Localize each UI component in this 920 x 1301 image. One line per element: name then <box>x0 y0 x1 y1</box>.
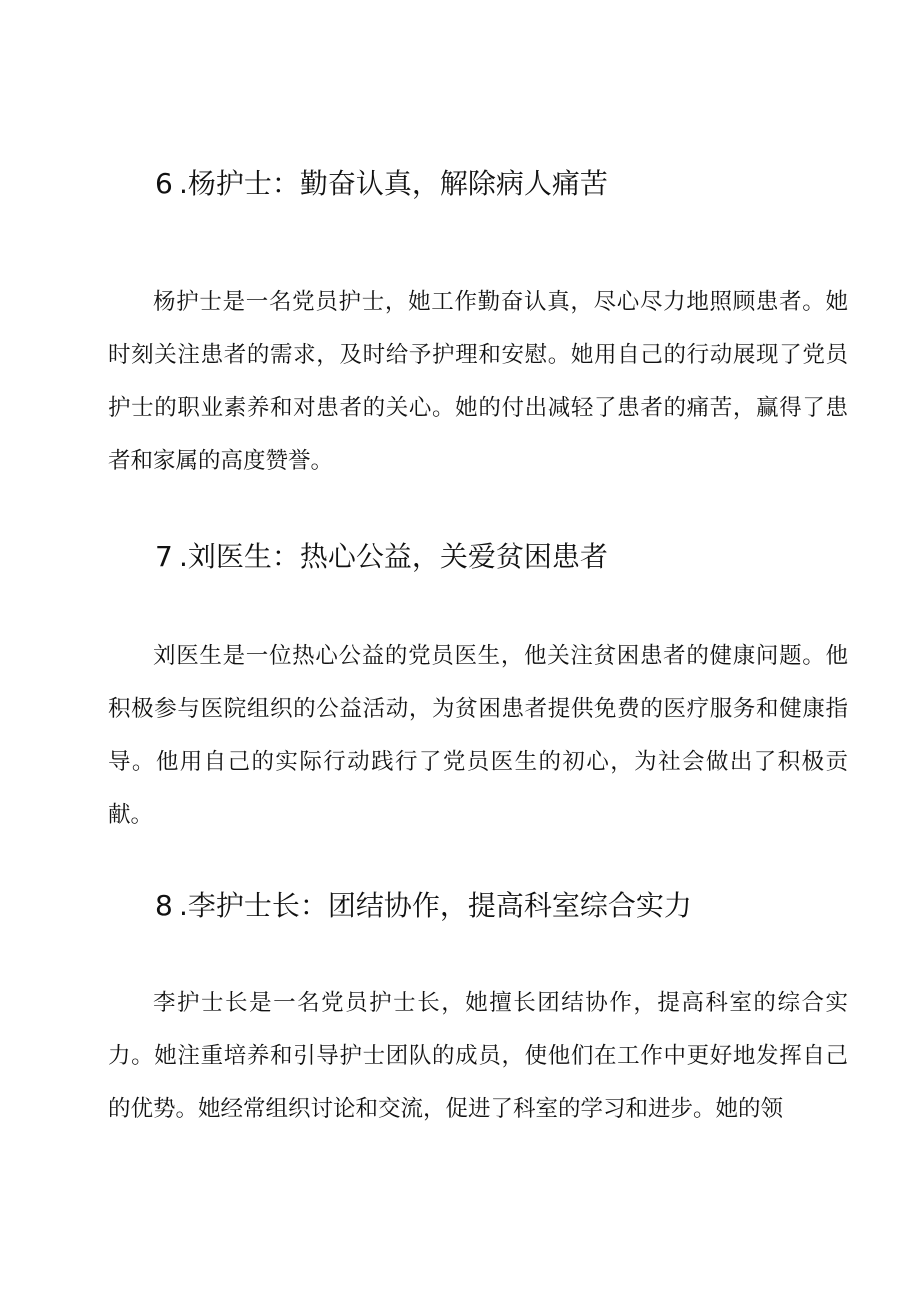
section-heading-7 <box>155 537 608 577</box>
section-title: .杨护士：勤奋认真，解除病人痛苦 <box>179 167 608 200</box>
section-number: 6 <box>155 167 173 200</box>
section-body-8: 李护士长是一名党员护士长，她擅长团结协作，提高科室的综合实力。她注重培养和引导护士团队的成员，使他们在工作中更好地发挥自己的优势。她经常组织讨论和交流，促进了科室的学习和进步。她的领 <box>108 990 848 1122</box>
section-number: 7 <box>155 540 173 573</box>
section-title: .刘医生：热心公益，关爱贫困患者 <box>179 540 608 573</box>
section-body-7: 刘医生是一位热心公益的党员医生，他关注贫困患者的健康问题。他积极参与医院组织的公益活动，为贫困患者提供免费的医疗服务和健康指导。他用自己的实际行动践行了党员医生的初心，为社会做出了积极贡献。 <box>108 643 848 828</box>
section-number: 8 <box>155 889 173 922</box>
section-heading-8 <box>155 886 692 926</box>
section-title: .李护士长：团结协作，提高科室综合实力 <box>179 889 692 922</box>
section-body-6: 杨护士是一名党员护士，她工作勤奋认真，尽心尽力地照顾患者。她时刻关注患者的需求，及时给予护理和安慰。她用自己的行动展现了党员护士的职业素养和对患者的关心。她的付出减轻了患者的痛苦，赢得了患者和家属的高度赞誉。 <box>108 289 848 474</box>
section-heading-6 <box>155 164 608 204</box>
